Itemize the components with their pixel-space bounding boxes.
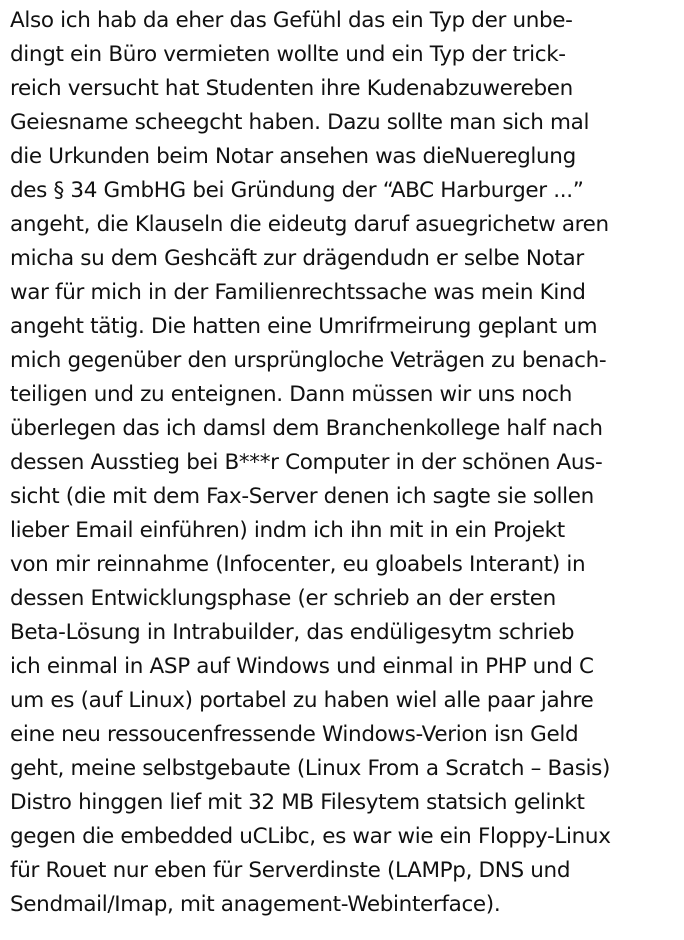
text-line: war für mich in der Familienrechtssache was mein Kind: [10, 280, 586, 305]
text-line: überlegen das ich damsl dem Branchenkollege half nach: [10, 416, 603, 441]
text-line: dessen Ausstieg bei B***r Computer in der schönen Aus-: [10, 450, 603, 475]
text-line: Geiesname scheegcht haben. Dazu sollte man sich mal: [10, 110, 590, 135]
text-line: angeht tätig. Die hatten eine Umrifrmeirung geplant um: [10, 314, 598, 339]
text-line: für Rouet nur eben für Serverdinste (LAMPp, DNS und: [10, 858, 571, 883]
document-paragraph: [10, 4, 680, 922]
text-line: des § 34 GmbHG bei Gründung der “ABC Harburger ...”: [10, 178, 584, 203]
text-line: Also ich hab da eher das Gefühl das ein Typ der unbe-: [10, 8, 573, 33]
text-line: mich gegenüber den ursprüngloche Veträgen zu benach-: [10, 348, 607, 373]
text-line: von mir reinnahme (Infocenter, eu gloabels Interant) in: [10, 552, 586, 577]
text-line: angeht, die Klauseln die eideutg daruf asuegrichetw aren: [10, 212, 609, 237]
text-line: ich einmal in ASP auf Windows und einmal in PHP und C: [10, 654, 594, 679]
text-line: reich versucht hat Studenten ihre Kudenabzuwereben: [10, 76, 573, 101]
text-line: Beta-Lösung in Intrabuilder, das endüligesytm schrieb: [10, 620, 575, 645]
text-line: geht, meine selbstgebaute (Linux From a Scratch – Basis): [10, 756, 611, 781]
text-line: sicht (die mit dem Fax-Server denen ich sagte sie sollen: [10, 484, 594, 509]
text-line: die Urkunden beim Notar ansehen was dieNuereglung: [10, 144, 576, 169]
text-line: dessen Entwicklungsphase (er schrieb an der ersten: [10, 586, 556, 611]
text-line: teiligen und zu enteignen. Dann müssen wir uns noch: [10, 382, 573, 407]
text-line: gegen die embedded uCLibc, es war wie ein Floppy-Linux: [10, 824, 611, 849]
text-line: Sendmail/Imap, mit anagement-Webinterface).: [10, 892, 501, 917]
text-line: Distro hinggen lief mit 32 MB Filesytem statsich gelinkt: [10, 790, 585, 815]
text-line: lieber Email einführen) indm ich ihn mit in ein Projekt: [10, 518, 565, 543]
text-line: micha su dem Geshcäft zur drägendudn er selbe Notar: [10, 246, 584, 271]
text-line: um es (auf Linux) portabel zu haben wiel alle paar jahre: [10, 688, 594, 713]
text-line: eine neu ressoucenfressende Windows-Verion isn Geld: [10, 722, 579, 747]
text-line: dingt ein Büro vermieten wollte und ein Typ der trick-: [10, 42, 566, 67]
